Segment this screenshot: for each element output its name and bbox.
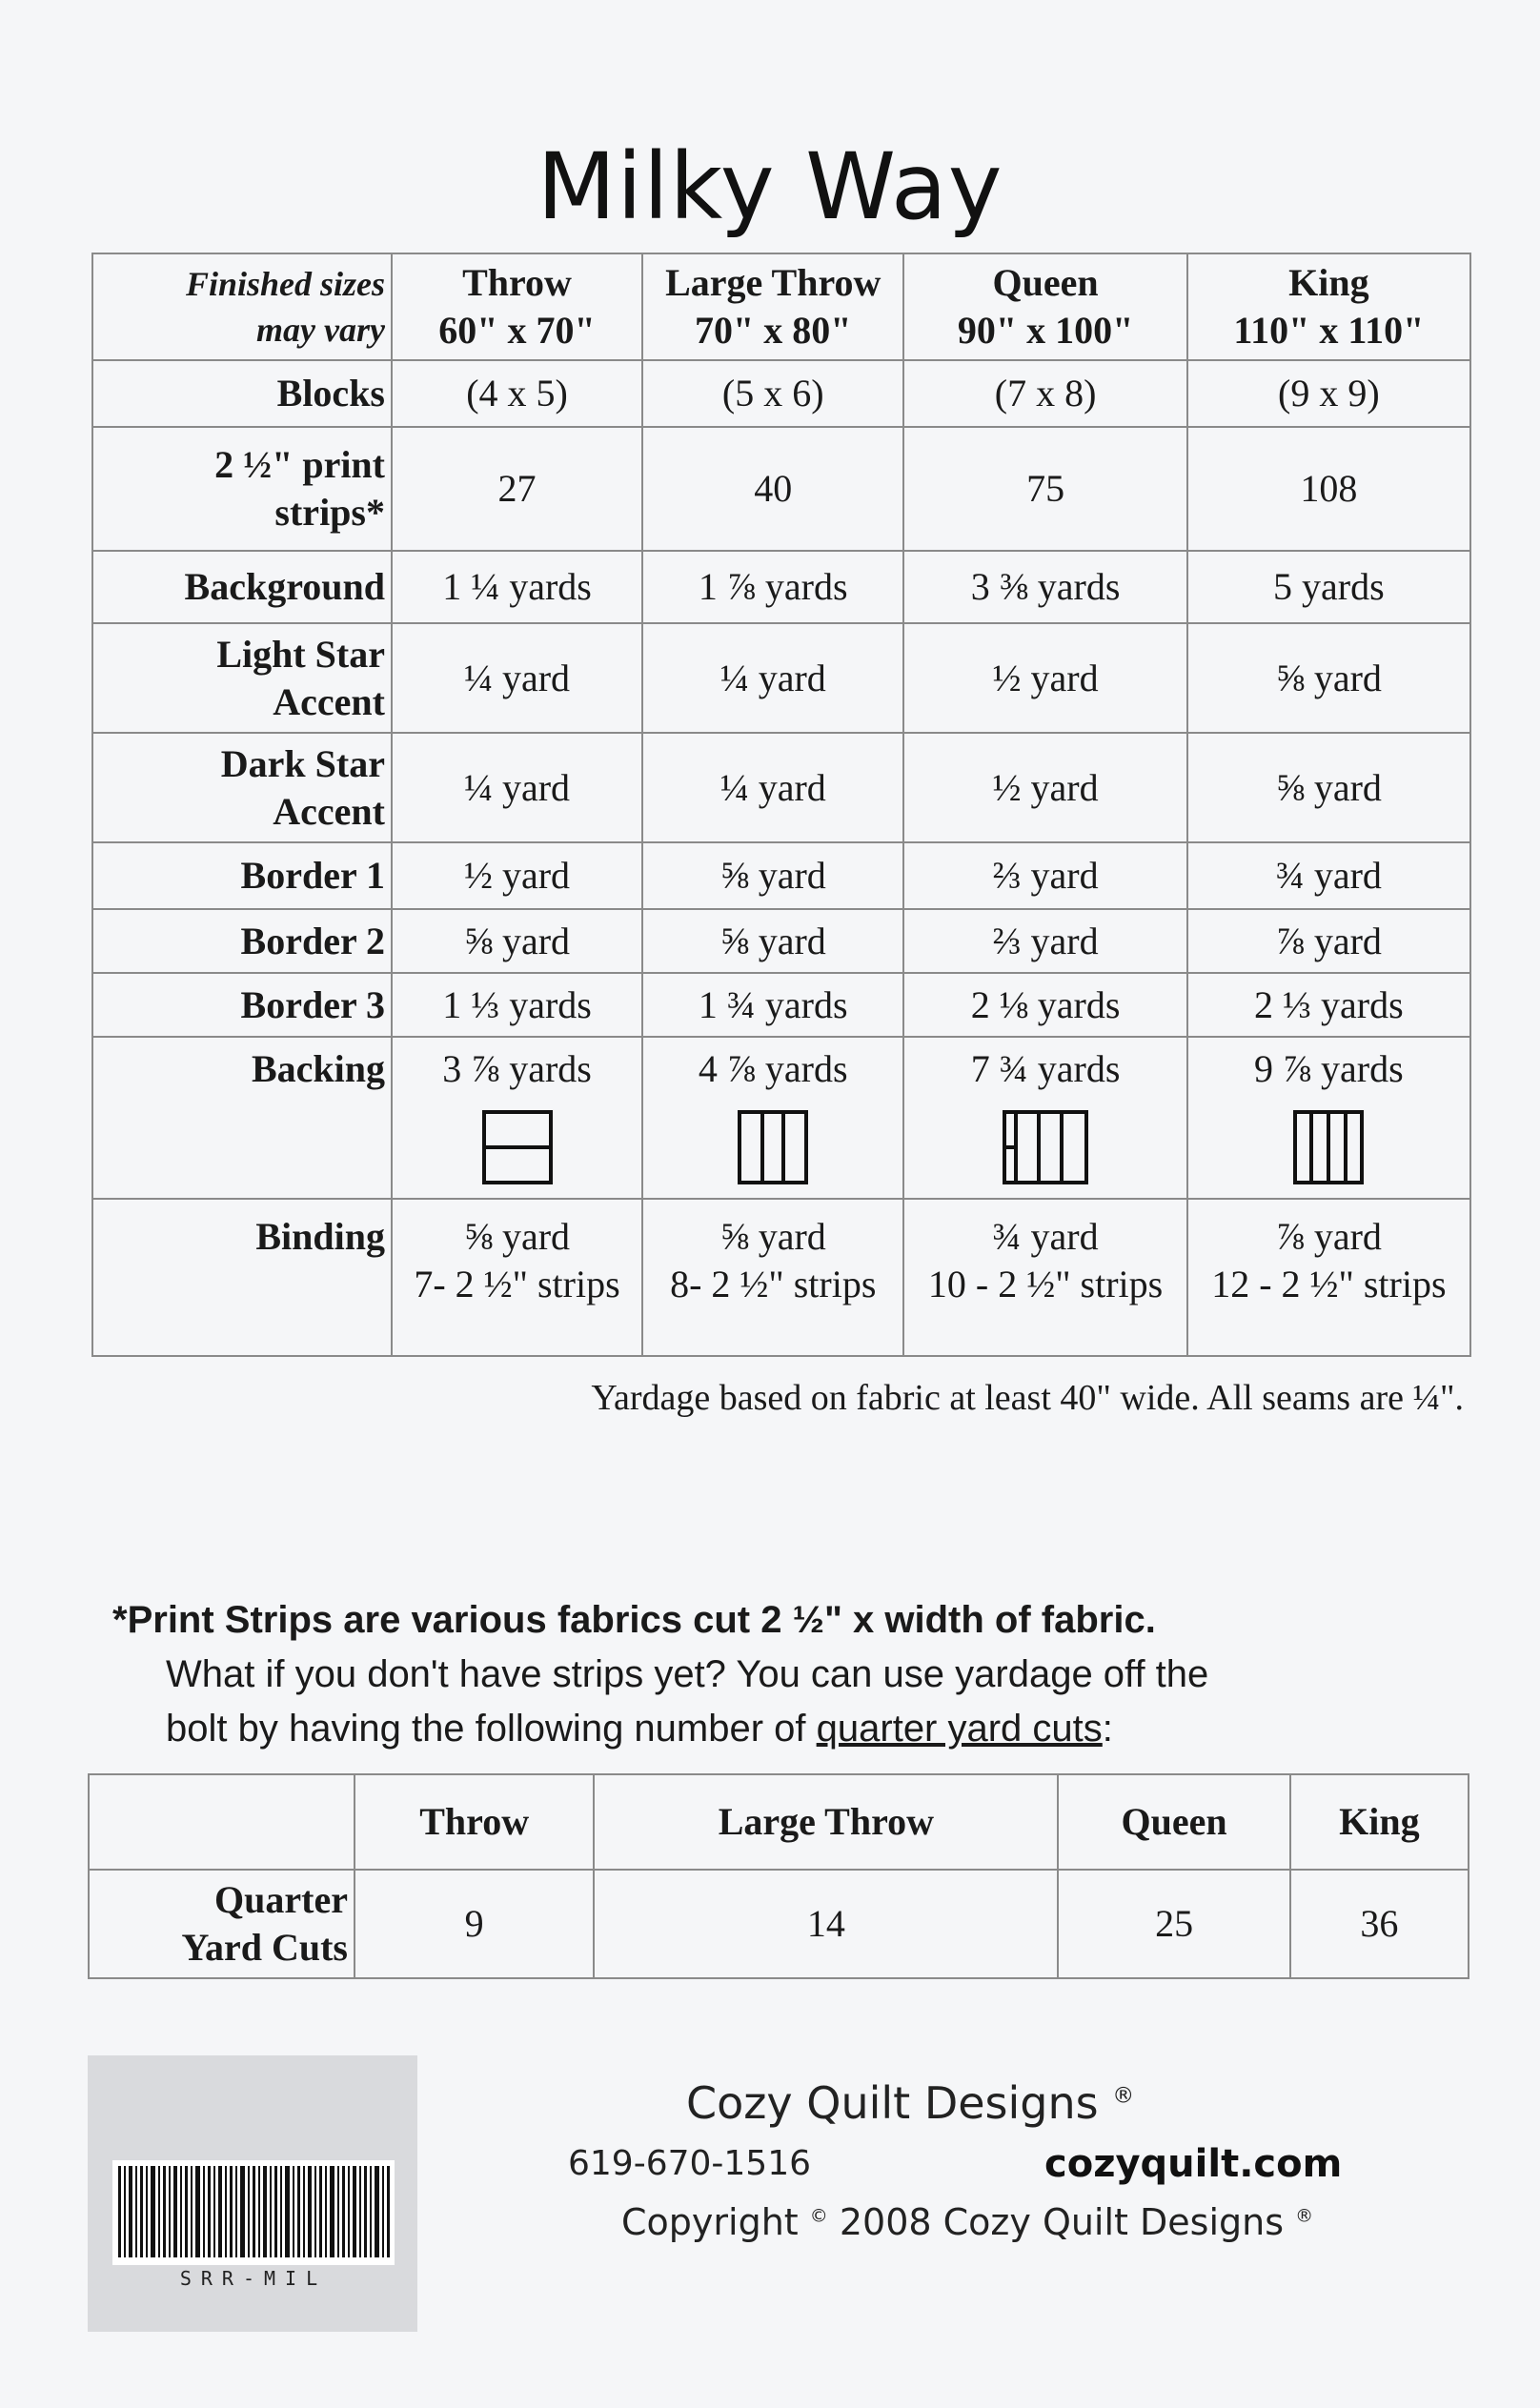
table-cell: 3 ⅞ yards [392,1037,642,1199]
backing-diagram-icon [482,1110,553,1184]
table-cell: 14 [594,1870,1058,1978]
barcode-icon [112,2160,395,2265]
table-cell: ⅝ yard 7- 2 ½" strips [392,1199,642,1356]
column-queen: Queen 90" x 100" [903,253,1186,360]
yardage-note: Yardage based on fabric at least 40" wide. All seams are ¼". [591,1378,1464,1418]
row-label: Border 1 [92,842,392,909]
table-cell: 25 [1058,1870,1289,1978]
table-cell: ⅔ yard [903,909,1186,973]
table-cell: 2 ⅓ yards [1187,973,1470,1037]
quarter-yard-cuts-table [88,1773,1469,1979]
row-label: Border 3 [92,973,392,1037]
finished-sizes-note: Finished sizes may vary [92,253,392,360]
table-row [92,427,1470,551]
table-cell: ⅝ yard [1187,623,1470,733]
table-row-backing [92,1037,1470,1199]
copyright-text: Copyright © 2008 Cozy Quilt Designs ® [621,2201,1314,2243]
backing-diagram-icon [1293,1110,1364,1184]
row-label: Blocks [92,360,392,427]
column-king: King [1290,1774,1469,1870]
column-large-throw: Large Throw 70" x 80" [642,253,903,360]
table-row [92,909,1470,973]
table-cell: 9 ⅞ yards [1187,1037,1470,1199]
column-large-throw: Large Throw [594,1774,1058,1870]
table-row [92,623,1470,733]
table-cell: 2 ⅛ yards [903,973,1186,1037]
table-cell: ⅔ yard [903,842,1186,909]
barcode-label: SRR-MIL [179,2267,328,2290]
table-cell: 5 yards [1187,551,1470,623]
table-row [92,551,1470,623]
table-cell: 108 [1187,427,1470,551]
table-cell: ¾ yard 10 - 2 ½" strips [903,1199,1186,1356]
table-cell: ⅝ yard [1187,733,1470,842]
table-cell: ⅞ yard [1187,909,1470,973]
table-cell: ¼ yard [392,623,642,733]
table-cell: 75 [903,427,1186,551]
table-cell: ⅞ yard 12 - 2 ½" strips [1187,1199,1470,1356]
row-label: Binding [92,1199,392,1356]
table-cell: 1 ⅞ yards [642,551,903,623]
table-cell: 7 ¾ yards [903,1037,1186,1199]
column-queen: Queen [1058,1774,1289,1870]
row-label: Border 2 [92,909,392,973]
yardage-table [91,253,1471,1357]
table-cell: 40 [642,427,903,551]
website-link[interactable]: cozyquilt.com [1044,2142,1343,2186]
table-cell: ⅝ yard [392,909,642,973]
row-label: Quarter Yard Cuts [89,1870,355,1978]
table-cell: 9 [355,1870,594,1978]
row-label: Dark Star Accent [92,733,392,842]
row-label: 2 ½" print strips* [92,427,392,551]
table-row [92,733,1470,842]
table-cell: 4 ⅞ yards [642,1037,903,1199]
page-title: Milky Way [537,133,1003,240]
table-row [89,1870,1469,1978]
print-strips-heading: *Print Strips are various fabrics cut 2 ½" x width of fabric. [112,1599,1156,1641]
table-cell: ½ yard [392,842,642,909]
table-header-row [89,1774,1469,1870]
backing-diagram-icon [1003,1110,1088,1184]
table-cell: 1 ¼ yards [392,551,642,623]
print-strips-note [112,1593,1447,1756]
row-label: Background [92,551,392,623]
table-cell: (9 x 9) [1187,360,1470,427]
table-cell: 1 ⅓ yards [392,973,642,1037]
table-cell: ⅝ yard [642,842,903,909]
table-cell: 27 [392,427,642,551]
table-row [92,842,1470,909]
company-name: Cozy Quilt Designs ® [686,2077,1135,2129]
table-cell: (4 x 5) [392,360,642,427]
print-strips-text: What if you don't have strips yet? You can use yardage off the [166,1653,1209,1695]
table-row-binding [92,1199,1470,1356]
table-cell: ½ yard [903,623,1186,733]
table-cell: ¼ yard [642,733,903,842]
table-cell: ¾ yard [1187,842,1470,909]
table-cell: ½ yard [903,733,1186,842]
table-cell: ⅝ yard 8- 2 ½" strips [642,1199,903,1356]
barcode-area [88,2055,417,2332]
table-cell: ¼ yard [642,623,903,733]
column-king: King 110" x 110" [1187,253,1470,360]
table-row [92,973,1470,1037]
table-cell: 36 [1290,1870,1469,1978]
table-row [92,360,1470,427]
table-header-row [92,253,1470,360]
table-cell: ¼ yard [392,733,642,842]
column-throw: Throw [355,1774,594,1870]
phone-number: 619-670-1516 [568,2144,812,2183]
row-label: Light Star Accent [92,623,392,733]
table-cell: (7 x 8) [903,360,1186,427]
empty-corner [89,1774,355,1870]
backing-diagram-icon [738,1110,808,1184]
table-cell: (5 x 6) [642,360,903,427]
row-label: Backing [92,1037,392,1199]
print-strips-text: bolt by having the following number of quarter yard cuts: [166,1708,1113,1750]
table-cell: 3 ⅜ yards [903,551,1186,623]
table-cell: 1 ¾ yards [642,973,903,1037]
table-cell: ⅝ yard [642,909,903,973]
column-throw: Throw 60" x 70" [392,253,642,360]
